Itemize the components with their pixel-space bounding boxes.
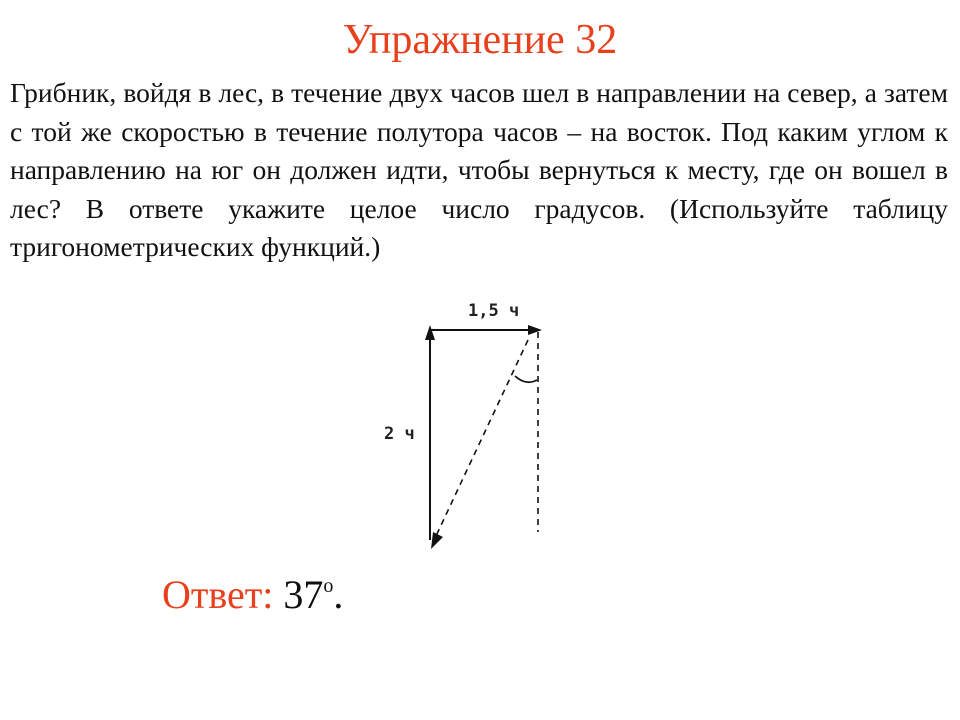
return-path-line [436,340,528,536]
answer-label: Ответ: [162,572,274,617]
problem-text: Грибник, войдя в лес, в течение двух часов шел в направлении на север, а затем с той же скоростью в течение полутора часов – на восток. Под каким углом к направлению на юг он должен идти, чтобы вернуться к месту, где он вошел в лес? В ответе укажите целое число градусов. (Используйте таблицу тригонометрических функций.) [10,77,948,262]
east-arrowhead [528,325,542,335]
east-leg-label: 1,5 ч [468,301,520,321]
slide-title: Упражнение 32 [342,17,618,63]
vector-diagram [360,292,580,562]
answer-value: 37 [283,572,324,617]
degree-mark: o [323,575,334,597]
north-arrowhead [425,325,435,340]
answer [162,570,343,620]
answer-period: . [333,572,344,617]
return-arrowhead [431,532,443,549]
north-leg-label: 2 ч [384,424,415,444]
angle-arc [515,376,537,382]
